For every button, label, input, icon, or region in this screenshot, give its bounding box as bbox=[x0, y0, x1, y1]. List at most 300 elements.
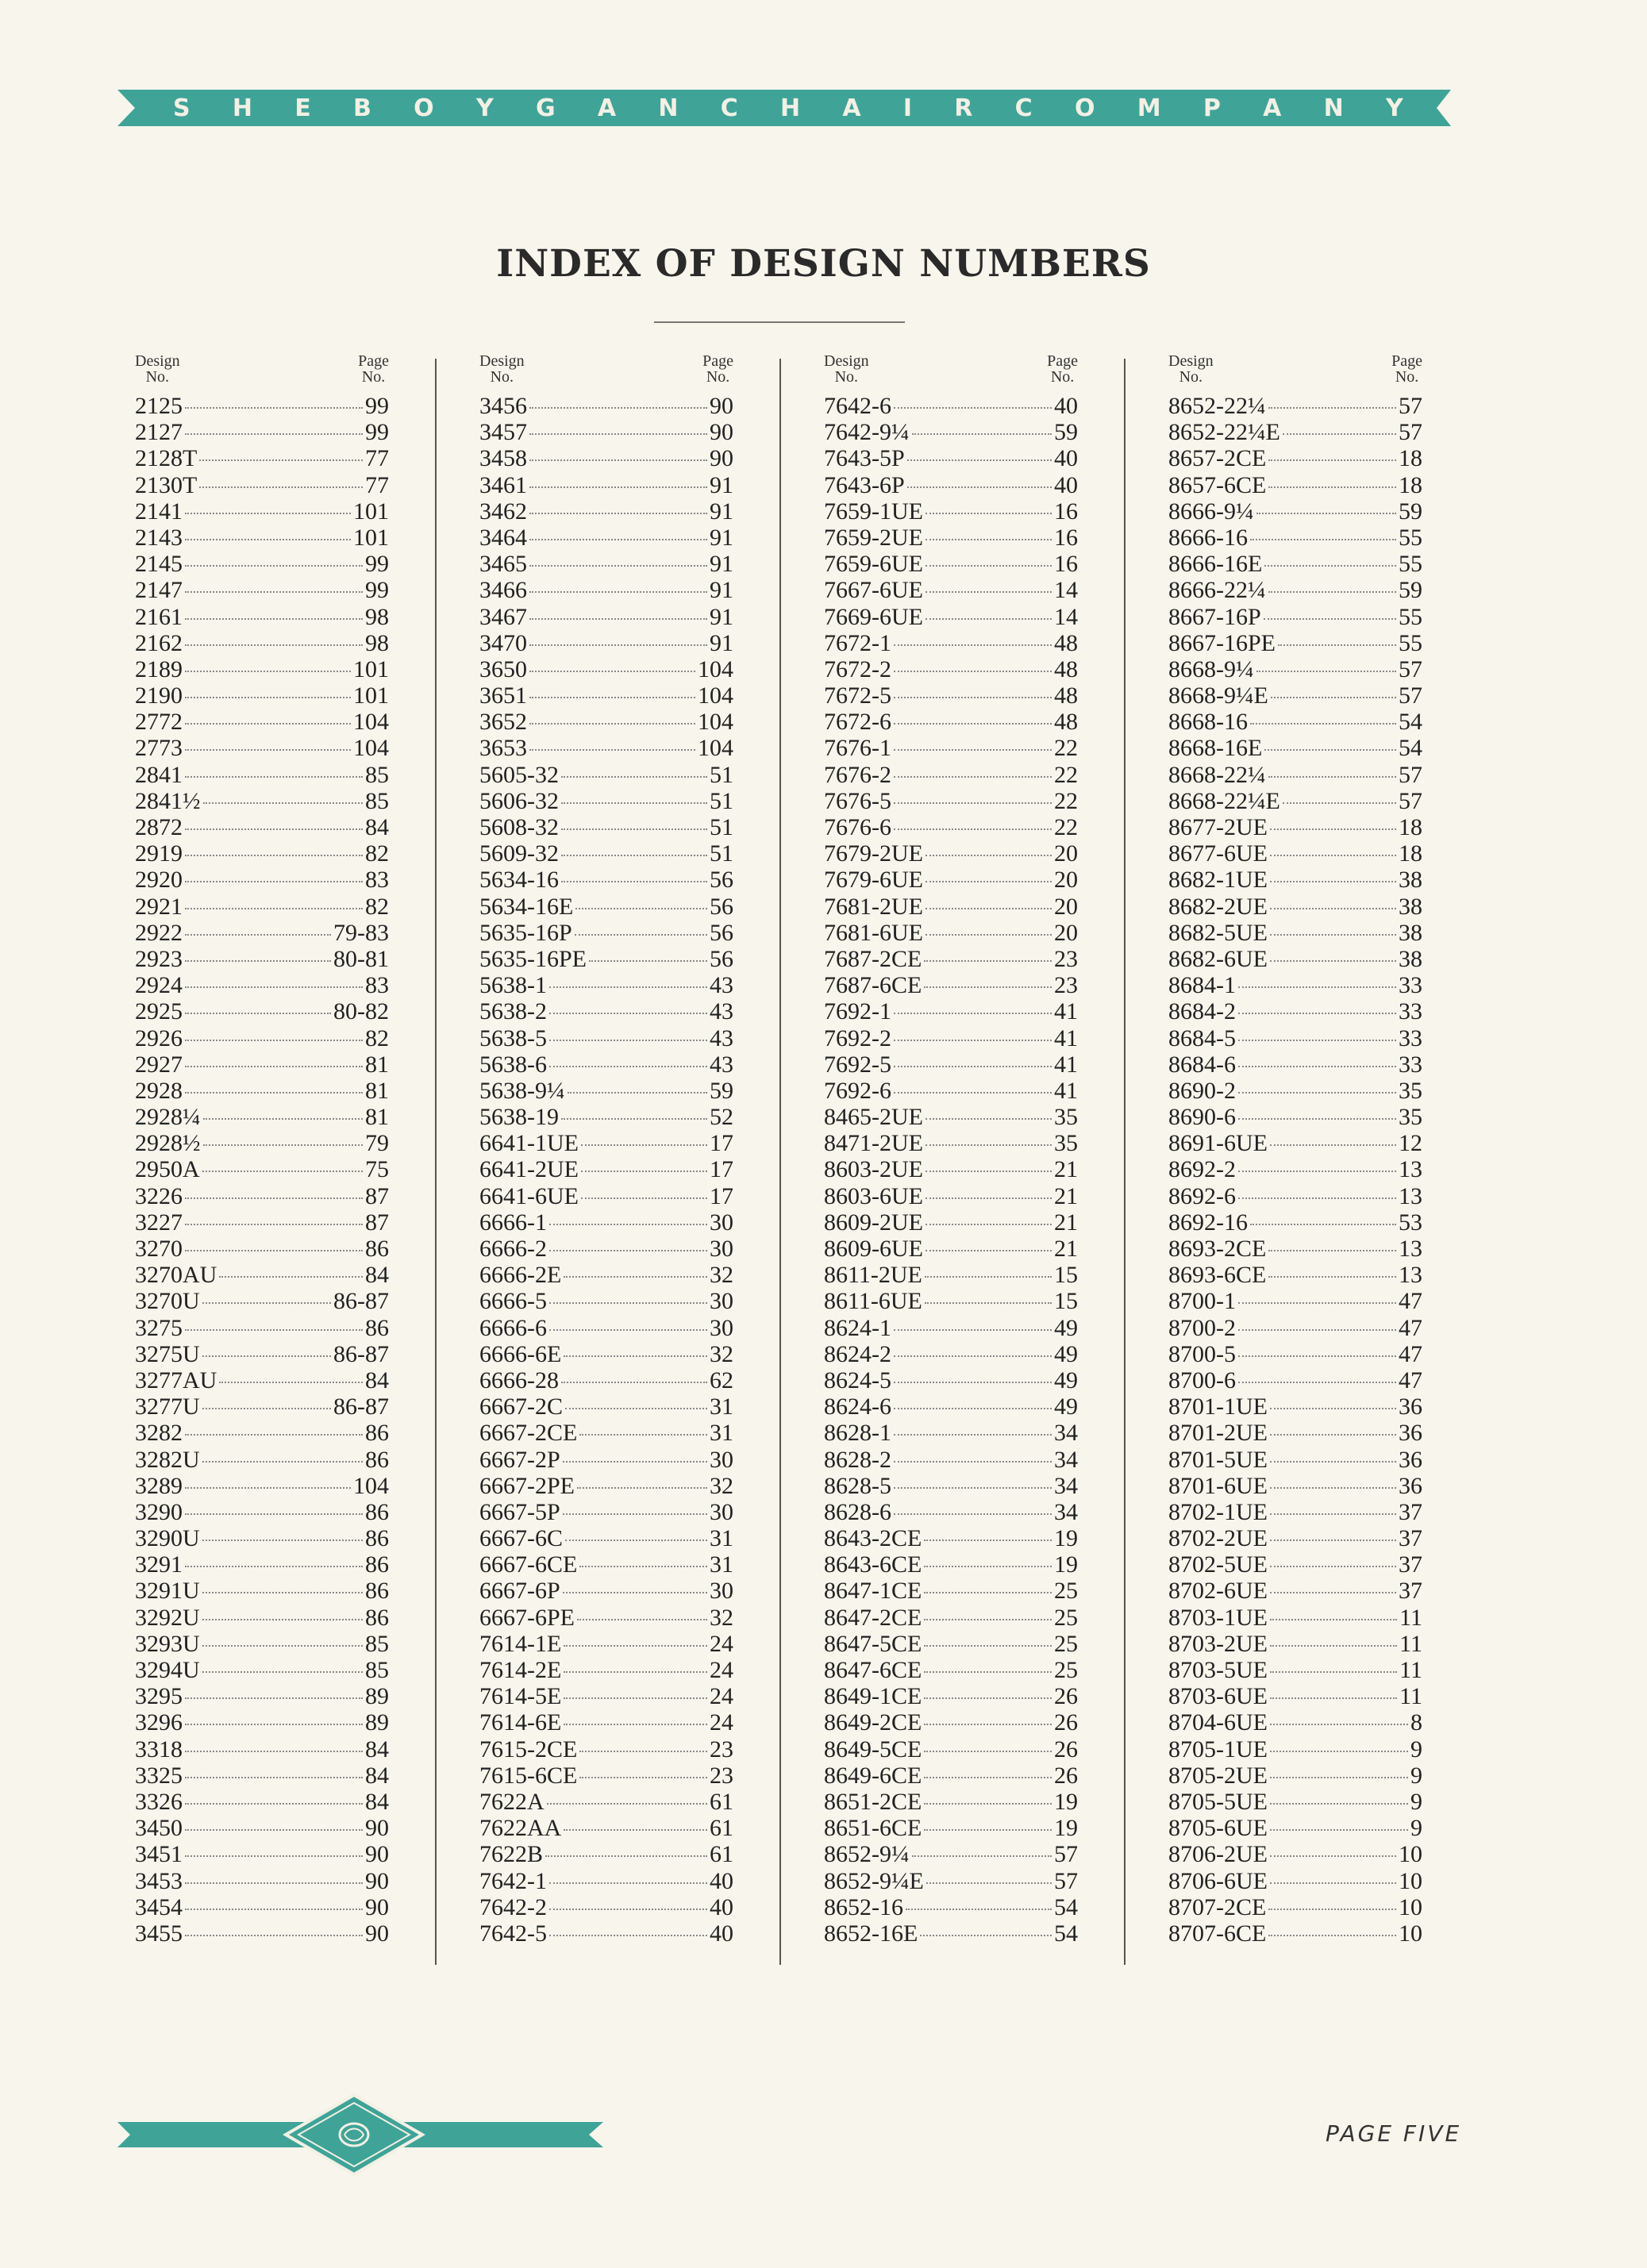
design-number: 8649-2CE bbox=[824, 1709, 922, 1736]
design-number: 6641-6UE bbox=[479, 1182, 579, 1209]
dot-leader bbox=[1270, 1540, 1396, 1541]
dot-leader bbox=[1238, 1118, 1396, 1120]
design-number: 7687-2CE bbox=[824, 945, 922, 972]
design-number: 5634-16E bbox=[479, 893, 574, 920]
dot-leader bbox=[564, 1671, 707, 1673]
header-letter: E bbox=[294, 94, 311, 122]
page-number: 57 bbox=[1054, 1867, 1078, 1894]
dot-leader bbox=[1270, 881, 1396, 882]
index-entry bbox=[1168, 998, 1422, 1024]
header-banner bbox=[117, 90, 1451, 126]
dot-leader bbox=[549, 1250, 707, 1251]
dot-leader bbox=[1270, 1724, 1408, 1725]
design-header-line: No. bbox=[834, 368, 859, 386]
dot-leader bbox=[185, 1250, 363, 1251]
index-entry bbox=[135, 972, 389, 998]
design-number: 3465 bbox=[479, 551, 527, 578]
index-entry bbox=[135, 1789, 389, 1815]
index-entry bbox=[1168, 1078, 1422, 1104]
index-entry bbox=[135, 1315, 389, 1341]
index-entry bbox=[1168, 1393, 1422, 1420]
dot-leader bbox=[529, 697, 695, 698]
index-entry bbox=[824, 1209, 1078, 1236]
index-column bbox=[1168, 353, 1422, 1947]
dot-leader bbox=[1283, 433, 1396, 435]
design-number: 2923 bbox=[135, 945, 183, 972]
index-entry bbox=[135, 1104, 389, 1130]
design-number: 7615-6CE bbox=[479, 1762, 578, 1789]
dot-leader bbox=[925, 591, 1052, 593]
page-number: 26 bbox=[1054, 1709, 1078, 1736]
design-number: 3294U bbox=[135, 1657, 200, 1683]
design-number: 3270 bbox=[135, 1236, 183, 1262]
page-number: 19 bbox=[1054, 1551, 1078, 1578]
page-number: 40 bbox=[1054, 393, 1078, 419]
dot-leader bbox=[185, 881, 363, 882]
dot-leader bbox=[1270, 1829, 1408, 1831]
dot-leader bbox=[925, 565, 1052, 567]
index-entry bbox=[824, 946, 1078, 972]
index-entry bbox=[135, 814, 389, 840]
page-number: 15 bbox=[1054, 1288, 1078, 1315]
dot-leader bbox=[185, 1697, 363, 1699]
page-number: 35 bbox=[1054, 1104, 1078, 1131]
page-number: 47 bbox=[1399, 1288, 1422, 1315]
dot-leader bbox=[1268, 1276, 1396, 1278]
dot-leader bbox=[1268, 459, 1396, 461]
page-number: 81 bbox=[365, 1051, 389, 1078]
dot-leader bbox=[1256, 671, 1397, 672]
dot-leader bbox=[920, 1935, 1052, 1936]
design-number: 8666-9¼ bbox=[1168, 498, 1254, 525]
index-entry bbox=[479, 1420, 733, 1446]
index-entry bbox=[1168, 1447, 1422, 1473]
design-number: 8668-22¼E bbox=[1168, 787, 1280, 814]
page-number: 89 bbox=[365, 1709, 389, 1736]
design-number: 8668-16 bbox=[1168, 709, 1248, 736]
page-number: 22 bbox=[1054, 761, 1078, 788]
page-number: 56 bbox=[710, 945, 733, 972]
index-entry bbox=[824, 1367, 1078, 1393]
page-number: 13 bbox=[1399, 1182, 1422, 1209]
page-number-header bbox=[358, 353, 389, 393]
page-number: 104 bbox=[698, 682, 733, 709]
index-entry bbox=[824, 1078, 1078, 1104]
design-number: 7659-1UE bbox=[824, 498, 923, 525]
page-number-header bbox=[1047, 353, 1078, 393]
header-letter: M bbox=[1137, 94, 1161, 122]
page-number: 83 bbox=[365, 867, 389, 894]
design-number: 8465-2UE bbox=[824, 1104, 923, 1131]
design-number: 3650 bbox=[479, 655, 527, 682]
index-entry bbox=[479, 946, 733, 972]
dot-leader bbox=[1238, 1013, 1396, 1014]
dot-leader bbox=[894, 776, 1052, 778]
design-number: 8684-5 bbox=[1168, 1024, 1236, 1051]
index-entry bbox=[824, 393, 1078, 419]
page-number: 80-82 bbox=[333, 998, 389, 1025]
index-entry bbox=[1168, 1499, 1422, 1525]
dot-leader bbox=[1270, 1434, 1396, 1436]
index-entry bbox=[135, 1709, 389, 1736]
index-entry bbox=[824, 1104, 1078, 1130]
design-number: 8651-2CE bbox=[824, 1788, 922, 1815]
design-number: 3454 bbox=[135, 1893, 183, 1920]
dot-leader bbox=[561, 828, 707, 830]
page-number: 91 bbox=[710, 577, 733, 604]
index-entry bbox=[1168, 1605, 1422, 1631]
design-header-line: No. bbox=[490, 368, 514, 386]
page-number: 86 bbox=[365, 1604, 389, 1631]
dot-leader bbox=[925, 618, 1052, 620]
dot-leader bbox=[185, 1566, 363, 1567]
page-number: 86-87 bbox=[333, 1393, 389, 1420]
dot-leader bbox=[549, 1224, 707, 1225]
design-number: 7642-5 bbox=[479, 1920, 547, 1947]
index-entry bbox=[479, 1367, 733, 1393]
index-entry bbox=[824, 1473, 1078, 1499]
index-entry bbox=[1168, 920, 1422, 946]
design-number: 5606-32 bbox=[479, 787, 559, 814]
page-number: 9 bbox=[1410, 1788, 1422, 1815]
index-entry bbox=[479, 788, 733, 814]
dot-leader bbox=[924, 1751, 1052, 1752]
design-number: 5609-32 bbox=[479, 840, 559, 867]
index-entry bbox=[1168, 1156, 1422, 1182]
index-entry bbox=[824, 867, 1078, 893]
index-entry bbox=[824, 840, 1078, 867]
dot-leader bbox=[529, 459, 707, 461]
header-letter: O bbox=[1074, 94, 1095, 122]
design-number: 6667-2C bbox=[479, 1393, 563, 1420]
page-number: 90 bbox=[710, 393, 733, 419]
dot-leader bbox=[202, 1645, 363, 1647]
index-column bbox=[824, 353, 1078, 1947]
dot-leader bbox=[529, 749, 695, 751]
dot-leader bbox=[912, 1855, 1052, 1857]
page-number: 30 bbox=[710, 1236, 733, 1262]
page-number: 82 bbox=[365, 893, 389, 920]
dot-leader bbox=[1270, 1513, 1396, 1515]
index-entry bbox=[135, 604, 389, 630]
page-number: 54 bbox=[1054, 1893, 1078, 1920]
page-number: 98 bbox=[365, 629, 389, 656]
page-number: 49 bbox=[1054, 1314, 1078, 1341]
design-number: 6666-2E bbox=[479, 1262, 562, 1289]
dot-leader bbox=[185, 1909, 363, 1910]
page-number: 41 bbox=[1054, 1051, 1078, 1078]
design-number: 8693-6CE bbox=[1168, 1262, 1267, 1289]
design-number: 7692-5 bbox=[824, 1051, 891, 1078]
index-entry bbox=[135, 1156, 389, 1182]
design-number: 8624-2 bbox=[824, 1340, 891, 1367]
page-number: 82 bbox=[365, 1024, 389, 1051]
design-number: 3296 bbox=[135, 1709, 183, 1736]
design-number: 7642-2 bbox=[479, 1893, 547, 1920]
index-entry bbox=[1168, 1025, 1422, 1051]
design-number: 2926 bbox=[135, 1024, 183, 1051]
page-number: 11 bbox=[1399, 1630, 1422, 1657]
page-number: 48 bbox=[1054, 655, 1078, 682]
index-entry bbox=[1168, 735, 1422, 761]
index-entry bbox=[479, 867, 733, 893]
design-number: 7615-2CE bbox=[479, 1736, 578, 1763]
index-entry bbox=[135, 1499, 389, 1525]
page-number: 87 bbox=[365, 1182, 389, 1209]
index-entry bbox=[1168, 1551, 1422, 1578]
dot-leader bbox=[581, 1197, 707, 1199]
index-entry bbox=[1168, 498, 1422, 525]
dot-leader bbox=[579, 1777, 707, 1778]
design-number: 8643-6CE bbox=[824, 1551, 922, 1578]
index-entry bbox=[479, 1051, 733, 1078]
index-entry bbox=[1168, 1367, 1422, 1393]
design-number: 5634-16 bbox=[479, 867, 559, 894]
dot-leader bbox=[1250, 539, 1396, 540]
design-number: 3651 bbox=[479, 682, 527, 709]
page-number: 57 bbox=[1399, 655, 1422, 682]
page-number: 77 bbox=[365, 471, 389, 498]
index-column bbox=[479, 353, 733, 1947]
design-number: 5638-5 bbox=[479, 1024, 547, 1051]
page-number: 13 bbox=[1399, 1156, 1422, 1183]
index-entry bbox=[479, 1815, 733, 1841]
dot-leader bbox=[1238, 986, 1396, 988]
dot-leader bbox=[529, 671, 695, 672]
header-letter: G bbox=[535, 94, 556, 122]
page-number: 54 bbox=[1054, 1920, 1078, 1947]
design-number: 5635-16P bbox=[479, 919, 572, 946]
dot-leader bbox=[185, 1434, 363, 1436]
dot-leader bbox=[925, 1197, 1052, 1199]
design-number: 8666-16 bbox=[1168, 524, 1248, 551]
index-entry bbox=[824, 1631, 1078, 1657]
design-number: 7643-5P bbox=[824, 445, 905, 472]
index-entry bbox=[479, 1341, 733, 1367]
index-entry bbox=[135, 525, 389, 551]
dot-leader bbox=[925, 1144, 1052, 1146]
design-number: 8684-1 bbox=[1168, 972, 1236, 999]
dot-leader bbox=[1270, 1592, 1396, 1593]
dot-leader bbox=[199, 459, 363, 461]
dot-leader bbox=[549, 1013, 707, 1014]
design-number: 3282U bbox=[135, 1446, 200, 1473]
page-number: 30 bbox=[710, 1209, 733, 1236]
index-entry bbox=[1168, 1104, 1422, 1130]
design-number: 6667-6C bbox=[479, 1525, 563, 1552]
design-number: 3451 bbox=[135, 1841, 183, 1868]
design-number: 7622B bbox=[479, 1841, 544, 1868]
header-letter: H bbox=[232, 94, 252, 122]
page-number: 40 bbox=[1054, 471, 1078, 498]
design-number: 6667-2CE bbox=[479, 1420, 578, 1447]
dot-leader bbox=[529, 644, 707, 646]
page-number: 34 bbox=[1054, 1420, 1078, 1447]
dot-leader bbox=[1268, 776, 1397, 778]
dot-leader bbox=[185, 513, 351, 514]
page-number: 33 bbox=[1399, 998, 1422, 1025]
page-number: 91 bbox=[710, 498, 733, 525]
design-number: 7681-2UE bbox=[824, 893, 923, 920]
page-number: 99 bbox=[365, 393, 389, 419]
design-number: 8682-5UE bbox=[1168, 919, 1268, 946]
design-number: 8657-6CE bbox=[1168, 471, 1267, 498]
design-number: 8684-2 bbox=[1168, 998, 1236, 1025]
index-entry bbox=[1168, 1789, 1422, 1815]
page-number: 41 bbox=[1054, 1024, 1078, 1051]
index-entry bbox=[479, 1499, 733, 1525]
page-header-line: No. bbox=[1395, 368, 1419, 386]
page-number: 34 bbox=[1054, 1472, 1078, 1499]
header-letter: O bbox=[414, 94, 434, 122]
design-number: 2872 bbox=[135, 814, 183, 840]
dot-leader bbox=[529, 723, 695, 725]
design-number: 3275 bbox=[135, 1314, 183, 1341]
page-number: 54 bbox=[1399, 709, 1422, 736]
design-number: 8690-2 bbox=[1168, 1077, 1236, 1104]
page-number: 61 bbox=[710, 1841, 733, 1868]
design-number: 8682-6UE bbox=[1168, 945, 1268, 972]
page-number: 49 bbox=[1054, 1367, 1078, 1393]
page-number: 56 bbox=[710, 919, 733, 946]
dot-leader bbox=[1270, 1751, 1408, 1752]
design-number: 8692-16 bbox=[1168, 1209, 1248, 1236]
index-entry bbox=[479, 1236, 733, 1262]
design-number: 8649-6CE bbox=[824, 1762, 922, 1789]
index-entry bbox=[1168, 867, 1422, 893]
dot-leader bbox=[219, 1276, 363, 1278]
design-number: 8647-6CE bbox=[824, 1657, 922, 1683]
index-entry bbox=[479, 1657, 733, 1683]
page-number: 22 bbox=[1054, 735, 1078, 762]
page-number: 30 bbox=[710, 1578, 733, 1605]
page-number: 84 bbox=[365, 1262, 389, 1289]
index-entry bbox=[824, 1736, 1078, 1763]
index-entry bbox=[1168, 1236, 1422, 1262]
page-number: 83 bbox=[365, 972, 389, 999]
index-entry bbox=[824, 735, 1078, 761]
dot-leader bbox=[185, 1829, 363, 1831]
dot-leader bbox=[925, 1171, 1052, 1172]
dot-leader bbox=[185, 1013, 331, 1014]
dot-leader bbox=[529, 591, 707, 593]
index-entry bbox=[135, 1025, 389, 1051]
page-number: 19 bbox=[1054, 1788, 1078, 1815]
dot-leader bbox=[1268, 1935, 1396, 1936]
index-entry bbox=[135, 946, 389, 972]
page-number: 86 bbox=[365, 1578, 389, 1605]
header-letter: N bbox=[1323, 94, 1344, 122]
page-number: 9 bbox=[1410, 1815, 1422, 1842]
dot-leader bbox=[912, 433, 1052, 435]
page-number: 86-87 bbox=[333, 1340, 389, 1367]
design-number-header bbox=[1168, 353, 1214, 393]
design-number: 2125 bbox=[135, 393, 183, 419]
page-number: 82 bbox=[365, 840, 389, 867]
design-number: 7614-2E bbox=[479, 1657, 562, 1683]
design-number: 8652-9¼E bbox=[824, 1867, 924, 1894]
index-entry bbox=[135, 630, 389, 656]
dot-leader bbox=[185, 1882, 363, 1884]
design-number: 6641-2UE bbox=[479, 1156, 579, 1183]
page-number: 26 bbox=[1054, 1683, 1078, 1710]
index-entry bbox=[135, 1236, 389, 1262]
page-number: 24 bbox=[710, 1657, 733, 1683]
page-number: 51 bbox=[710, 840, 733, 867]
index-entry bbox=[135, 1736, 389, 1763]
page-number: 57 bbox=[1399, 787, 1422, 814]
design-number: 8684-6 bbox=[1168, 1051, 1236, 1078]
index-entry bbox=[824, 682, 1078, 709]
page-number: 26 bbox=[1054, 1762, 1078, 1789]
page-number: 47 bbox=[1399, 1314, 1422, 1341]
design-number: 8682-1UE bbox=[1168, 867, 1268, 894]
page-number: 51 bbox=[710, 761, 733, 788]
dot-leader bbox=[185, 1855, 363, 1857]
page-number: 43 bbox=[710, 1024, 733, 1051]
page-number: 99 bbox=[365, 551, 389, 578]
index-entry bbox=[479, 1683, 733, 1709]
dot-leader bbox=[561, 776, 707, 778]
dot-leader bbox=[1270, 960, 1396, 962]
page-number: 86 bbox=[365, 1525, 389, 1552]
dot-leader bbox=[924, 1777, 1052, 1778]
dot-leader bbox=[1270, 1803, 1408, 1805]
index-entry bbox=[479, 445, 733, 471]
design-number: 2922 bbox=[135, 919, 183, 946]
design-number: 7692-1 bbox=[824, 998, 891, 1025]
page-number: 20 bbox=[1054, 867, 1078, 894]
index-entry bbox=[824, 1841, 1078, 1867]
design-number: 8701-1UE bbox=[1168, 1393, 1268, 1420]
dot-leader bbox=[1270, 1777, 1408, 1778]
dot-leader bbox=[564, 1355, 707, 1357]
dot-leader bbox=[529, 513, 707, 514]
page-number: 17 bbox=[710, 1156, 733, 1183]
index-entry bbox=[824, 525, 1078, 551]
design-number: 7692-6 bbox=[824, 1077, 891, 1104]
design-number: 8647-5CE bbox=[824, 1630, 922, 1657]
page-number: 25 bbox=[1054, 1630, 1078, 1657]
dot-leader bbox=[1250, 1224, 1396, 1225]
page-number: 84 bbox=[365, 1788, 389, 1815]
design-number: 6667-6PE bbox=[479, 1604, 575, 1631]
dot-leader bbox=[563, 1461, 707, 1463]
dot-leader bbox=[565, 1408, 707, 1409]
design-number: 8692-6 bbox=[1168, 1182, 1236, 1209]
design-number: 8652-16 bbox=[824, 1893, 903, 1920]
page-number: 32 bbox=[710, 1604, 733, 1631]
index-entry bbox=[135, 1078, 389, 1104]
index-entry bbox=[1168, 472, 1422, 498]
header-letter: C bbox=[1014, 94, 1033, 122]
index-entry bbox=[479, 1763, 733, 1789]
dot-leader bbox=[549, 1066, 707, 1067]
dot-leader bbox=[1270, 1619, 1397, 1620]
design-number: 3226 bbox=[135, 1182, 183, 1209]
index-entry bbox=[1168, 604, 1422, 630]
page-number: 33 bbox=[1399, 1024, 1422, 1051]
page-number: 101 bbox=[353, 655, 389, 682]
design-number: 7679-2UE bbox=[824, 840, 923, 867]
dot-leader bbox=[579, 1566, 707, 1567]
design-number: 8666-16E bbox=[1168, 551, 1263, 578]
index-entry bbox=[479, 1183, 733, 1209]
dot-leader bbox=[185, 934, 331, 936]
page-number: 51 bbox=[710, 814, 733, 840]
dot-leader bbox=[924, 986, 1052, 988]
dot-leader bbox=[924, 960, 1052, 962]
